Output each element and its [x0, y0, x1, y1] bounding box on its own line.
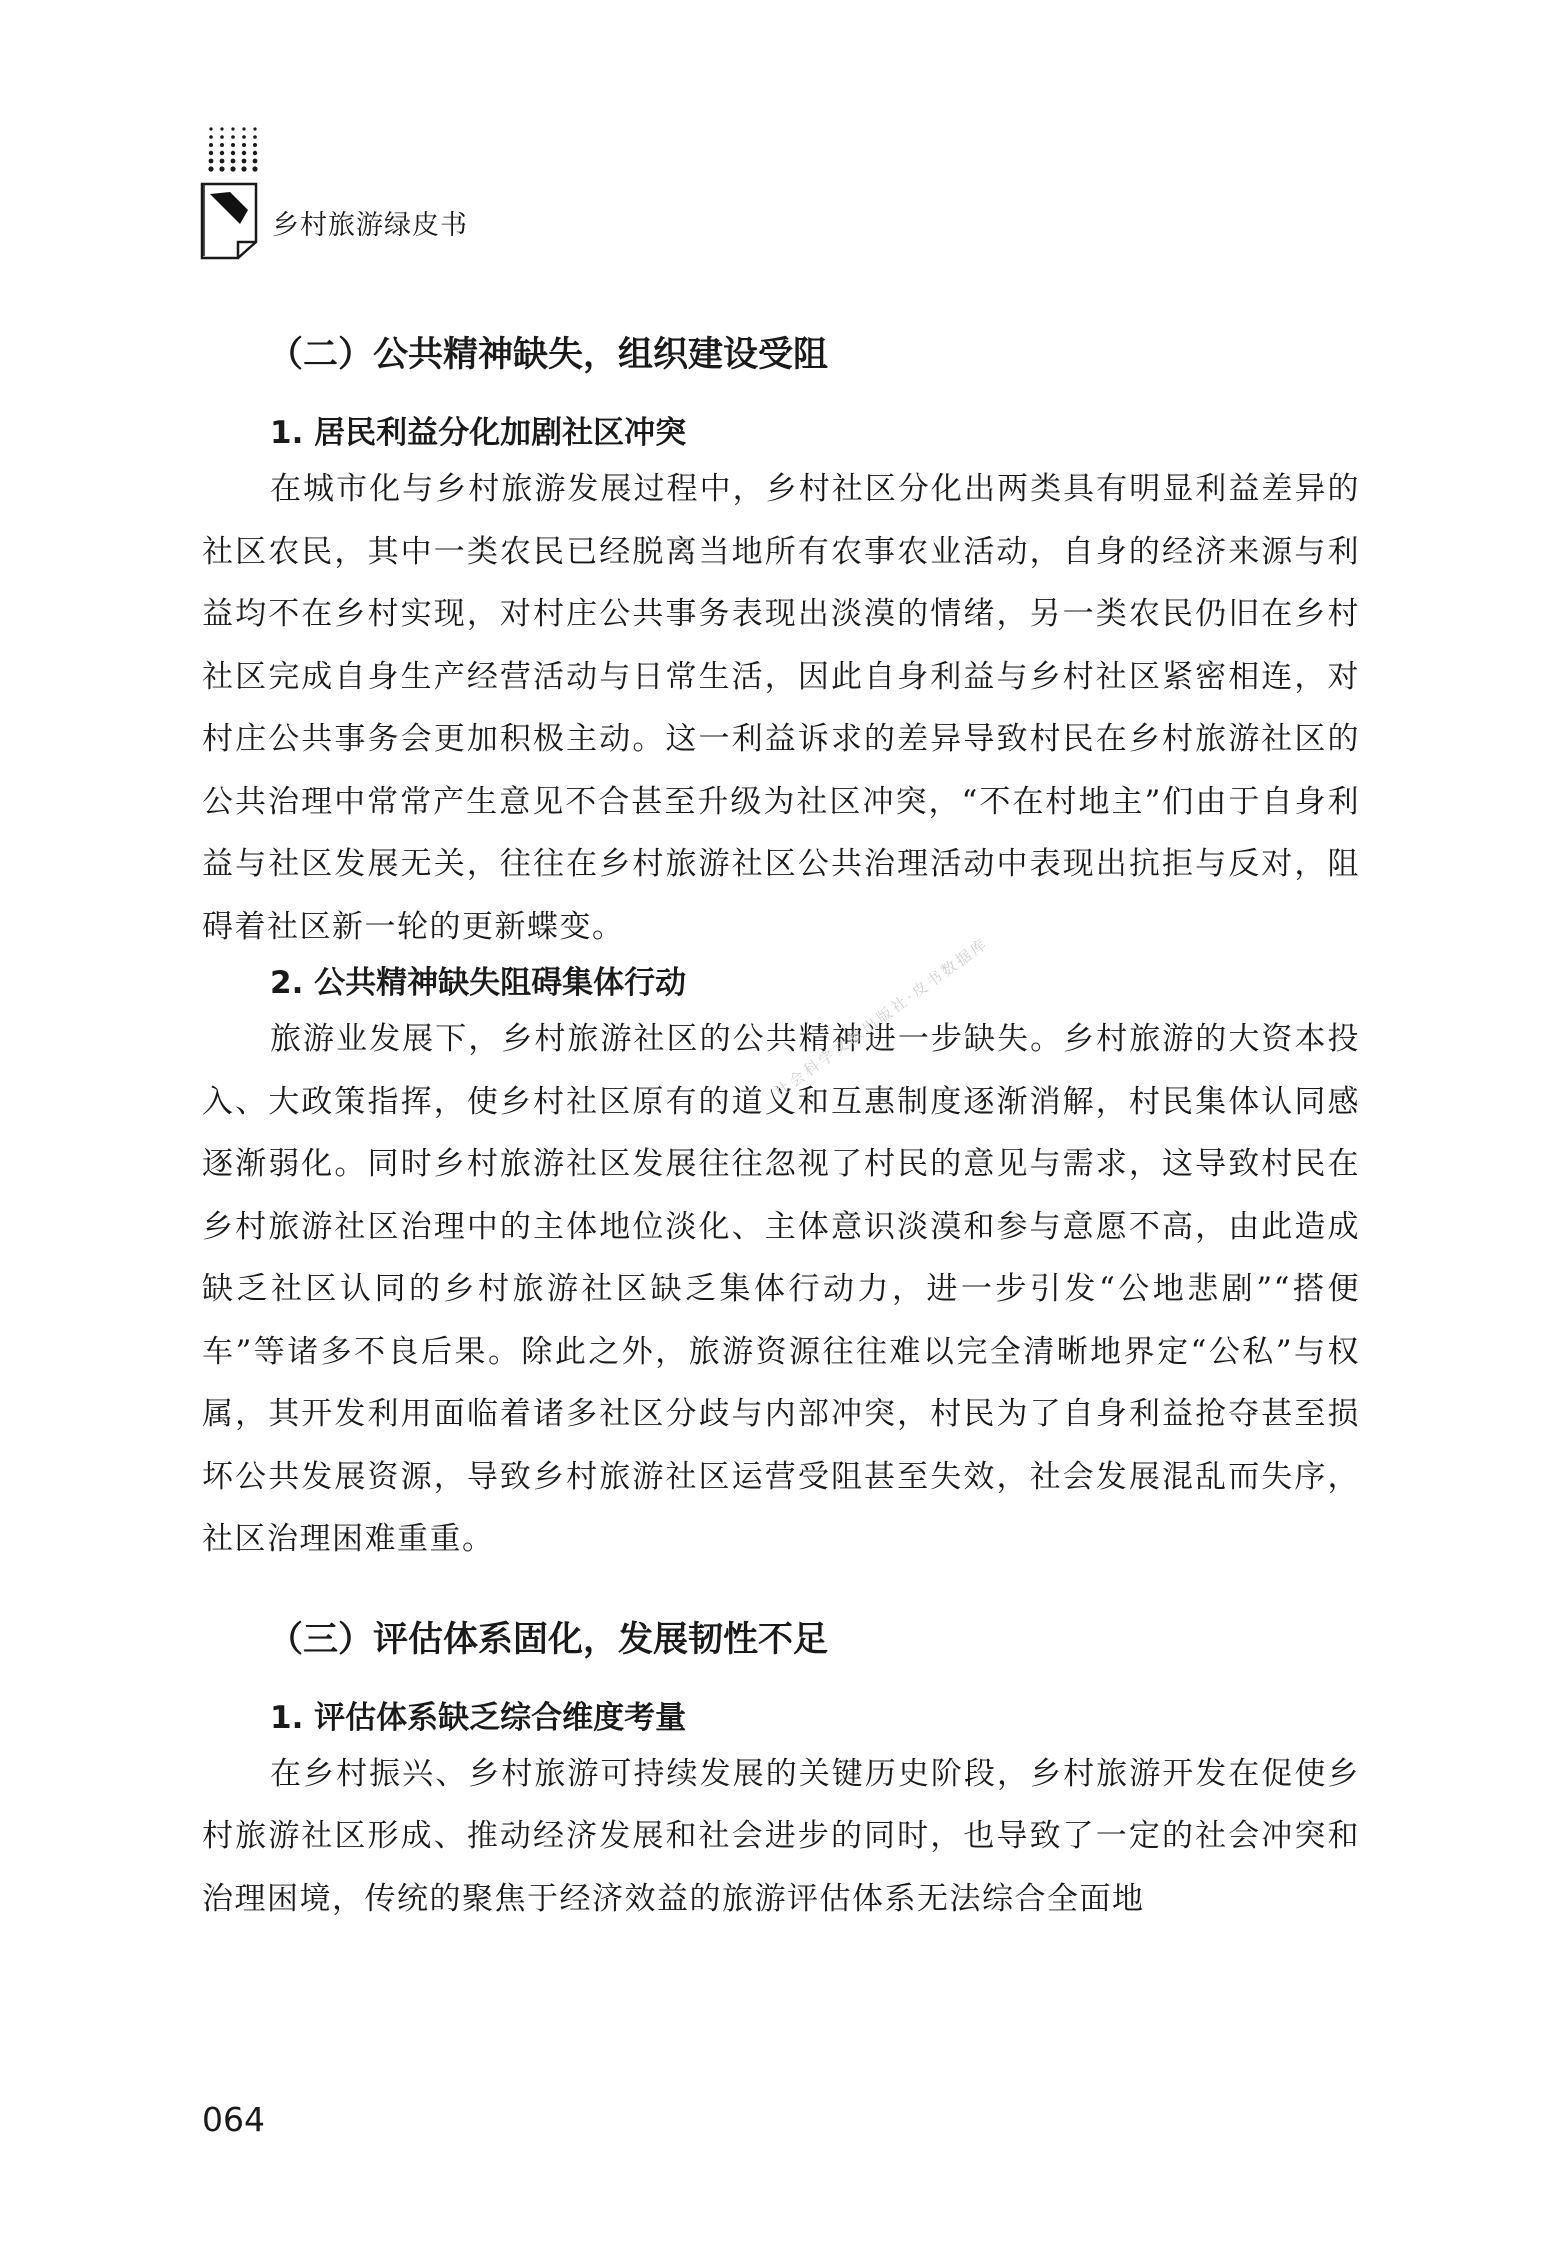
- subsection-title: 1. 评估体系缺乏综合维度考量: [270, 1699, 687, 1736]
- body-paragraph: 在城市化与乡村旅游发展过程中，乡村社区分化出两类具有明显利益差异的社区农民，其中一类农民已经脱离当地所有农事农业活动，自身的经济来源与利益均不在乡村实现，对村庄公共事务表现出淡漠的情绪，另一类农民仍旧在乡村社区完成自身生产经营活动与日常生活，因此自身利益与乡村社区紧密相连，对村庄公共事务会更加积极主动。这一利益诉求的差异导致村民在乡村旅游社区的公共治理中常常产生意见不合甚至升级为社区冲突，“不在村地主”们由于自身利益与社区发展无关，往往在乡村旅游社区公共治理活动中表现出抗拒与反对，阻碍着社区新一轮的更新蝶变。: [202, 471, 1360, 945]
- watermark: 社会科学文献出版社·皮书数据库: [771, 933, 992, 1102]
- body-paragraph: 在乡村振兴、乡村旅游可持续发展的关键历史阶段，乡村旅游开发在促使乡村旅游社区形成、推动经济发展和社会进步的同时，也导致了一定的社会冲突和治理困境，传统的聚焦于经济效益的旅游评估体系无法综合全面地: [202, 1755, 1360, 1917]
- section-title: （二）公共精神缺失，组织建设受阻: [268, 335, 829, 375]
- page-number: 064: [202, 2100, 265, 2139]
- subsection-title: 1. 居民利益分化加剧社区冲突: [270, 415, 687, 451]
- running-header: [200, 125, 560, 265]
- series-title: 乡村旅游绿皮书: [272, 210, 468, 241]
- dot-grid-decoration: [207, 125, 259, 173]
- page-body: [202, 330, 1360, 1930]
- subsection-title: 2. 公共精神缺失阻碍集体行动: [270, 965, 687, 1001]
- book-corner-icon: [200, 180, 258, 260]
- section-title: （三）评估体系固化，发展韧性不足: [268, 1619, 829, 1660]
- body-paragraph: 旅游业发展下，乡村旅游社区的公共精神进一步缺失。乡村旅游的大资本投入、大政策指挥，使乡村社区原有的道义和互惠制度逐渐消解，村民集体认同感逐渐弱化。同时乡村旅游社区发展往往忽视了村民的意见与需求，这导致村民在乡村旅游社区治理中的主体地位淡化、主体意识淡漠和参与意愿不高，由此造成缺乏社区认同的乡村旅游社区缺乏集体行动力，进一步引发“公地悲剧”“搭便车”等诸多不良后果。除此之外，旅游资源往往难以完全清晰地界定“公私”与权属，其开发利用面临着诸多社区分歧与内部冲突，村民为了自身利益抢夺甚至损坏公共发展资源，导致乡村旅游社区运营受阻甚至失效，社会发展混乱而失序，社区治理困难重重。: [202, 1021, 1360, 1557]
